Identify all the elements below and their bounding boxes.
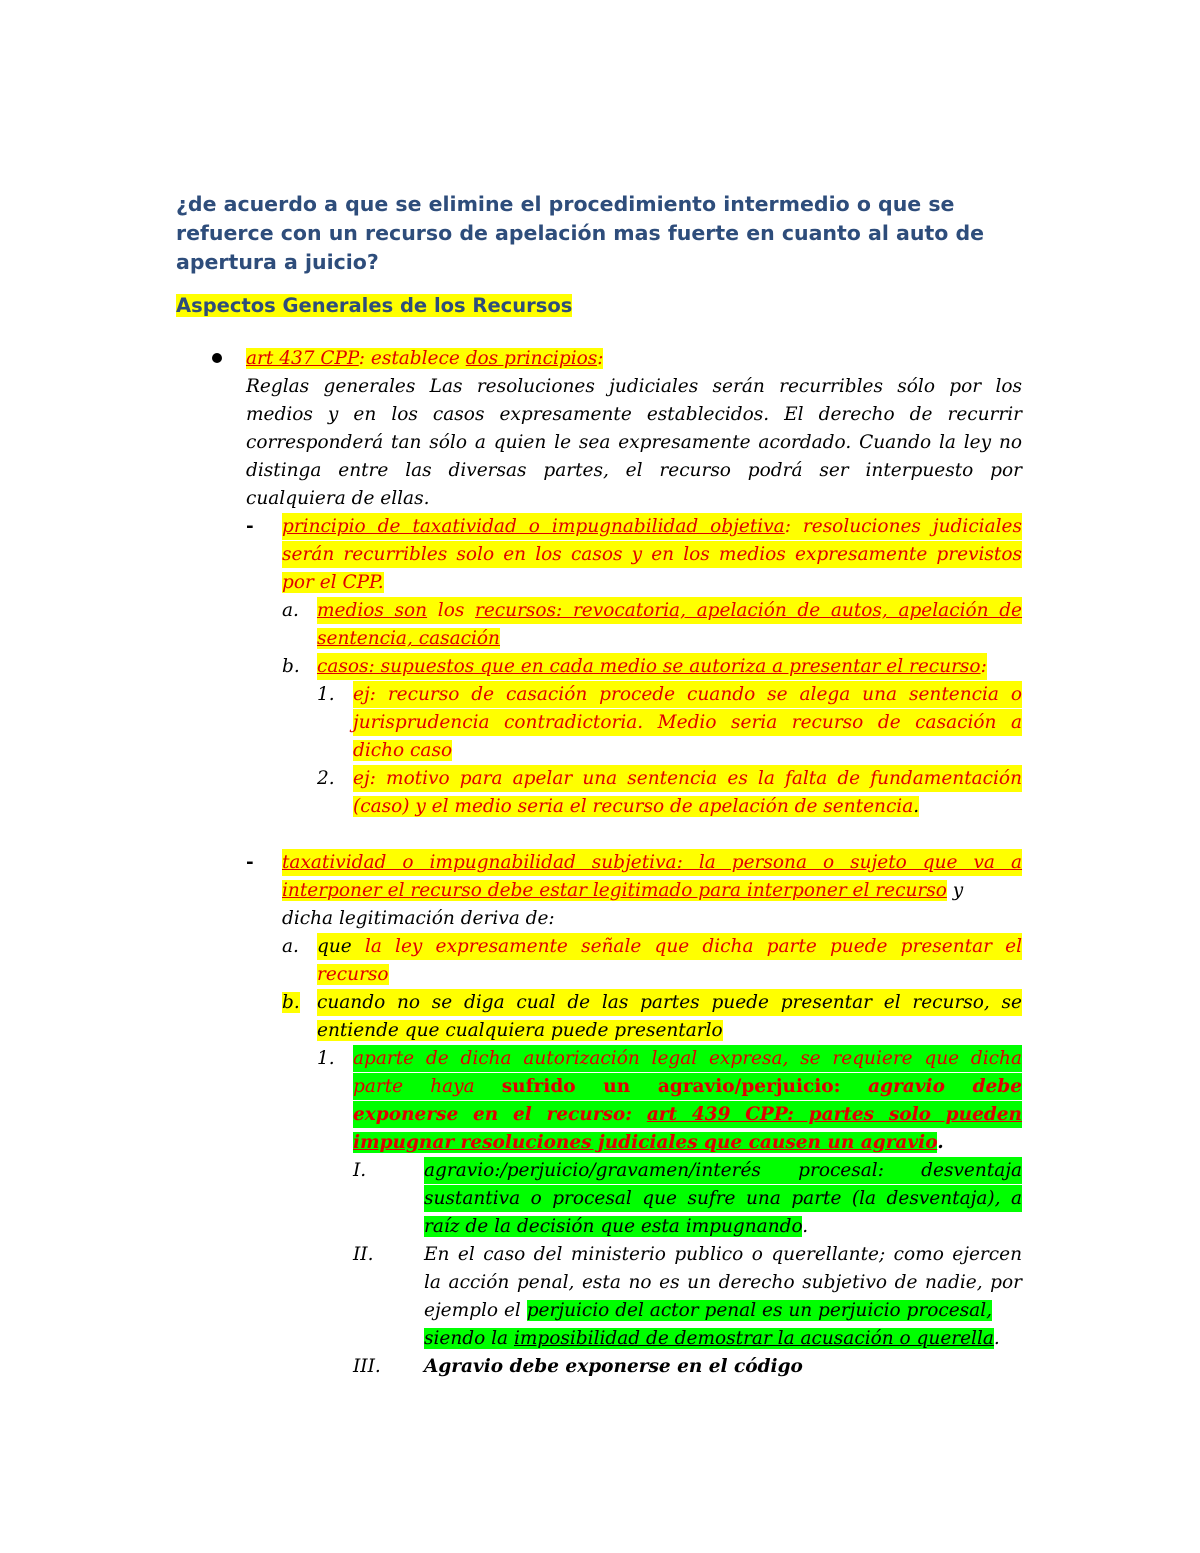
objetiva-line-3: por el CPP. — [282, 572, 384, 593]
subjetiva-line-3: dicha legitimación deriva de: — [282, 908, 555, 929]
list-marker-a: a. — [282, 936, 299, 957]
list-marker-a: a. — [282, 600, 299, 621]
list-marker-ii: II. — [353, 1244, 374, 1265]
subjetiva-ii-line-2: la acción penal, esta no es un derecho subjetivo de nadie, por — [424, 1272, 1022, 1293]
objetiva-line-2: serán recurribles solo en los casos y en los medios expresamente previstos — [282, 541, 1022, 568]
art437-body-2: medios y en los casos expresamente establecidos. El derecho de recurrir — [246, 404, 1022, 425]
bullet-icon — [212, 353, 222, 363]
subjetiva-ii-line-1: En el caso del ministerio publico o querellante; como ejercen — [424, 1244, 1022, 1265]
art437-body-4: distinga entre las diversas partes, el recurso podrá ser interpuesto por — [246, 460, 1022, 481]
subjetiva-i-line-2: sustantiva o procesal que sufre una parte (la desventaja), a — [424, 1185, 1022, 1212]
subjetiva-iii-line: Agravio debe exponerse en el código — [424, 1356, 803, 1377]
list-marker-2: 2. — [317, 768, 335, 789]
subjetiva-line-1: taxatividad o impugnabilidad subjetiva: la persona o sujeto que va a — [282, 849, 1022, 876]
subjetiva-a-line-1: que la ley expresamente señale que dicha parte puede presentar el — [317, 933, 1022, 960]
art437-body-1: Reglas generales Las resoluciones judiciales serán recurribles sólo por los — [246, 376, 1022, 397]
objetiva-n1-line-1: ej: recurso de casación procede cuando se alega una sentencia o — [353, 681, 1022, 708]
dash-marker: - — [246, 852, 254, 873]
subjetiva-i-line-1: agravio:/perjuicio/gravamen/interés procesal: desventaja — [424, 1157, 1022, 1184]
list-marker-iii: III. — [353, 1356, 381, 1377]
subjetiva-n1-line-2: parte haya sufrido un agravio/perjuicio: agravio debe — [353, 1073, 1022, 1100]
subjetiva-line-2: interponer el recurso debe estar legitimado para interponer el recurso y — [282, 880, 964, 901]
subjetiva-b-line-2: entiende que cualquiera puede presentarlo — [317, 1020, 723, 1041]
art437-body-3: corresponderá tan sólo a quien le sea expresamente acordado. Cuando la ley no — [246, 432, 1022, 453]
subjetiva-n1-line-4: impugnar resoluciones judiciales que causen un agravio. — [353, 1132, 944, 1153]
section-heading: Aspectos Generales de los Recursos — [176, 294, 573, 317]
dash-marker: - — [246, 516, 254, 537]
subjetiva-a-line-2: recurso — [317, 964, 389, 985]
subjetiva-n1-line-1: aparte de dicha autorización legal expresa, se requiere que dicha — [353, 1045, 1022, 1072]
objetiva-n1-line-3: dicho caso — [353, 740, 453, 761]
objetiva-n1-line-2: jurisprudencia contradictoria. Medio seria recurso de casación a — [353, 709, 1022, 736]
objetiva-a-line-1: medios son los recursos: revocatoria, apelación de autos, apelación de — [317, 597, 1022, 624]
subjetiva-ii-line-4: siendo la imposibilidad de demostrar la acusación o querella. — [424, 1328, 1000, 1349]
list-marker-b: b. — [282, 992, 300, 1013]
art437-body-5: cualquiera de ellas. — [246, 488, 430, 509]
subjetiva-i-line-3: raíz de la decisión que esta impugnando. — [424, 1216, 809, 1237]
objetiva-n2-line-2: (caso) y el medio seria el recurso de apelación de sentencia. — [353, 796, 920, 817]
list-marker-b: b. — [282, 656, 300, 677]
objetiva-line-1: principio de taxatividad o impugnabilidad objetiva: resoluciones judiciales — [282, 513, 1022, 540]
objetiva-b-line: casos: supuestos que en cada medio se autoriza a presentar el recurso: — [317, 653, 987, 680]
list-marker-1: 1. — [317, 1048, 335, 1069]
subjetiva-n1-line-3: exponerse en el recurso: art 439 CPP: partes solo pueden — [353, 1101, 1022, 1128]
objetiva-a-line-2: sentencia, casación — [317, 628, 500, 649]
list-marker-1: 1. — [317, 684, 335, 705]
objetiva-n2-line-1: ej: motivo para apelar una sentencia es la falta de fundamentación — [353, 765, 1022, 792]
question-title: ¿de acuerdo a que se elimine el procedimiento intermedio o que se refuerce con un recurso de apelación mas fuerte en cuanto al auto de apertura a juicio? — [176, 192, 985, 274]
subjetiva-ii-line-3: ejemplo el perjuicio del actor penal es un perjuicio procesal, — [424, 1300, 992, 1321]
list-marker-i: I. — [353, 1160, 367, 1181]
art437-line: art 437 CPP: establece dos principios: — [246, 348, 604, 369]
subjetiva-b-line-1: cuando no se diga cual de las partes puede presentar el recurso, se — [317, 989, 1022, 1016]
